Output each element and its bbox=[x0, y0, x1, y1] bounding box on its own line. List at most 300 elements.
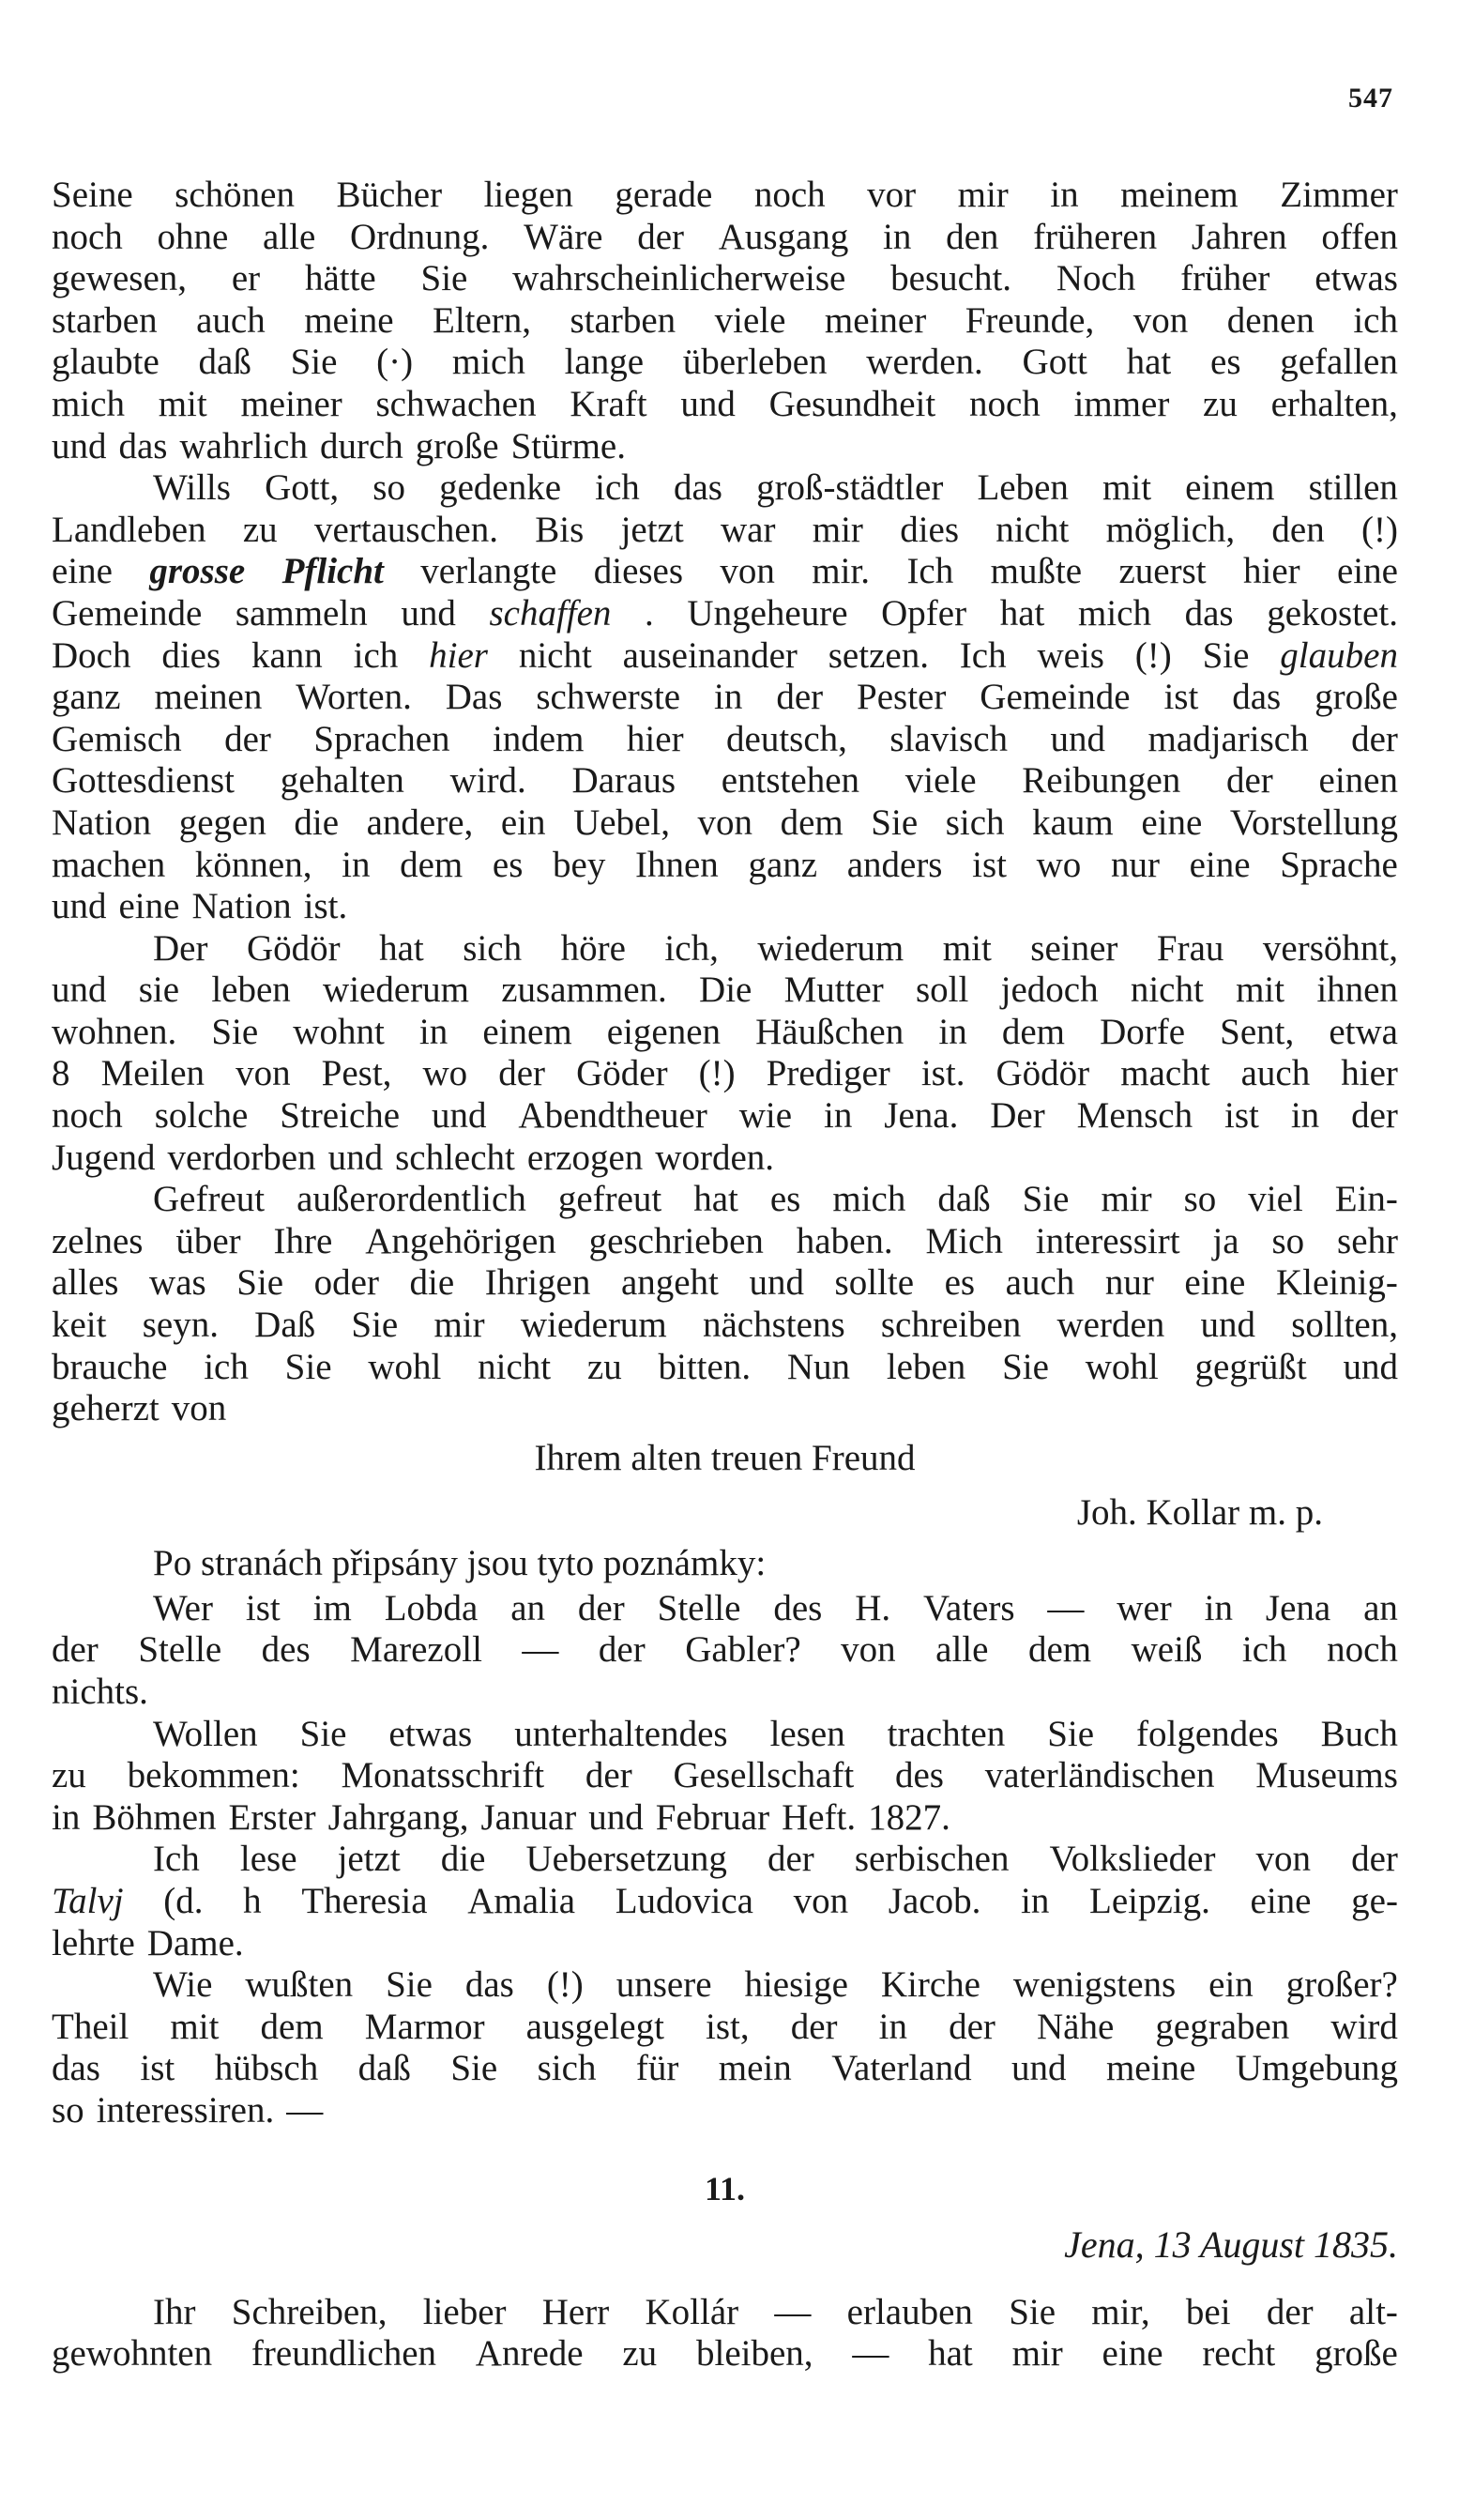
word: wiederum bbox=[520, 1305, 667, 1346]
word: nur bbox=[1104, 1262, 1154, 1304]
text-line bbox=[52, 1672, 1398, 1714]
word: einem bbox=[482, 1011, 572, 1052]
word: mich bbox=[1078, 592, 1151, 634]
word: Mensch bbox=[1076, 1095, 1193, 1137]
text-line bbox=[52, 1179, 1398, 1221]
word: noch bbox=[753, 175, 826, 215]
word: bitten. bbox=[658, 1346, 752, 1387]
word: h bbox=[243, 1880, 262, 1921]
word: Frau bbox=[1156, 927, 1224, 969]
word: mir bbox=[1101, 1179, 1152, 1220]
word: an bbox=[510, 1587, 546, 1628]
word: Amalia bbox=[467, 1880, 576, 1921]
word: und bbox=[52, 886, 107, 927]
next-letter-line bbox=[52, 2333, 1398, 2375]
text-line bbox=[52, 1629, 1398, 1672]
word: in bbox=[714, 677, 743, 718]
word: madjarisch bbox=[1147, 718, 1309, 759]
word: Leben bbox=[977, 467, 1069, 509]
word: lese bbox=[239, 1839, 297, 1880]
text-line bbox=[52, 217, 1398, 259]
word: Sie bbox=[871, 802, 919, 843]
word: offen bbox=[1321, 216, 1398, 257]
word: Wills bbox=[153, 467, 231, 509]
word: Noch bbox=[1056, 258, 1136, 299]
word: dies bbox=[900, 509, 960, 550]
word: slavisch bbox=[889, 718, 1009, 759]
word: angeht bbox=[620, 1262, 719, 1304]
text-line bbox=[52, 1053, 1398, 1095]
word: Nun bbox=[786, 1346, 851, 1387]
word: Theil bbox=[52, 2006, 129, 2047]
word: es bbox=[944, 1262, 976, 1304]
word: mir, bbox=[1091, 2291, 1150, 2332]
word: ich bbox=[1353, 299, 1398, 341]
word: Abendtheuer bbox=[518, 1095, 707, 1137]
word: ist, bbox=[706, 2006, 750, 2047]
word: sich bbox=[463, 927, 523, 969]
word: ist bbox=[972, 844, 1007, 885]
word: zusammen. bbox=[501, 970, 667, 1011]
word: Gödör bbox=[995, 1053, 1090, 1094]
word: jetzt bbox=[620, 509, 684, 550]
word: Ihr bbox=[153, 2291, 196, 2332]
word: Kraft bbox=[570, 383, 647, 424]
word: ich bbox=[353, 634, 399, 676]
word: hübsch bbox=[214, 2048, 319, 2089]
text-line bbox=[52, 384, 1398, 426]
word: interessirt bbox=[1035, 1220, 1180, 1261]
word: machen bbox=[52, 844, 166, 885]
word: jedoch bbox=[1000, 970, 1099, 1011]
word: erzogen bbox=[526, 1137, 644, 1178]
word: viele bbox=[714, 299, 786, 341]
word: weiß bbox=[1131, 1629, 1203, 1671]
word: Kleinig- bbox=[1275, 1262, 1398, 1304]
word: trachten bbox=[887, 1713, 1006, 1754]
text-line bbox=[52, 886, 1398, 928]
word: brauche bbox=[52, 1346, 168, 1387]
word: wo bbox=[422, 1053, 468, 1094]
word: er bbox=[231, 258, 261, 299]
word: verlangte bbox=[420, 551, 557, 592]
word: Gesundheit bbox=[768, 383, 936, 424]
word: indem bbox=[492, 718, 585, 759]
page-number: 547 bbox=[1348, 83, 1393, 114]
word: mit bbox=[158, 383, 207, 424]
word: und bbox=[1343, 1346, 1398, 1387]
word: (·) bbox=[376, 342, 414, 383]
text-line bbox=[52, 1881, 1398, 1923]
word: gegrüßt bbox=[1194, 1346, 1307, 1387]
word: glaubte bbox=[52, 342, 160, 383]
word: Daß bbox=[254, 1305, 316, 1346]
word: das bbox=[118, 425, 168, 466]
word: Uebersetzung bbox=[525, 1839, 727, 1880]
word: schönen bbox=[175, 175, 295, 215]
word: geherzt bbox=[52, 1388, 160, 1429]
word: Sie bbox=[211, 1011, 259, 1052]
word: daß bbox=[198, 342, 251, 383]
word: recht bbox=[1202, 2333, 1276, 2375]
word: zelnes bbox=[52, 1220, 144, 1261]
word: der bbox=[224, 718, 271, 759]
word: Prediger bbox=[766, 1053, 890, 1094]
word: entstehen bbox=[721, 760, 860, 802]
word: die bbox=[294, 802, 340, 843]
word: ausgelegt bbox=[525, 2006, 664, 2047]
word: ein bbox=[500, 802, 546, 843]
word: wenigstens bbox=[1012, 1964, 1177, 2006]
word: oder bbox=[313, 1262, 379, 1304]
word: Gott, bbox=[265, 467, 340, 509]
word: liegen bbox=[483, 175, 573, 215]
word: Sie bbox=[386, 1964, 433, 2006]
word: alle bbox=[935, 1629, 989, 1671]
word: Uebel, bbox=[573, 802, 670, 843]
word: in bbox=[1290, 1095, 1320, 1137]
word: gegraben bbox=[1155, 2006, 1290, 2047]
word: sie bbox=[138, 970, 180, 1011]
word: Monatsschrift bbox=[341, 1755, 545, 1796]
word: gerade bbox=[615, 175, 713, 215]
word: wiederum bbox=[323, 970, 469, 1011]
word: Sie bbox=[420, 258, 468, 299]
word: mit bbox=[942, 927, 992, 969]
word: bekommen: bbox=[127, 1755, 300, 1796]
text-line bbox=[52, 467, 1398, 510]
word: Marmor bbox=[364, 2006, 485, 2047]
word: Gemeinde bbox=[52, 592, 203, 634]
word: freundlichen bbox=[251, 2333, 436, 2375]
word: interessiren. bbox=[96, 2089, 275, 2131]
word: etwas bbox=[388, 1713, 473, 1754]
word: kaum bbox=[1032, 802, 1114, 843]
word: ist bbox=[245, 1587, 281, 1628]
word: mir bbox=[433, 1305, 485, 1346]
text-line bbox=[52, 175, 1398, 217]
word: es bbox=[769, 1179, 801, 1220]
word: gefallen bbox=[1280, 342, 1398, 383]
word: — bbox=[852, 2333, 889, 2375]
word: Gott bbox=[1022, 342, 1087, 383]
word: meinem bbox=[1120, 175, 1239, 215]
word: wohnen. bbox=[52, 1011, 177, 1052]
word: gewesen, bbox=[52, 258, 188, 299]
word: schreiben bbox=[880, 1305, 1022, 1346]
word: ist. bbox=[920, 1053, 965, 1094]
word: Gefreut bbox=[153, 1179, 266, 1220]
word: alle bbox=[263, 216, 316, 257]
word: hier bbox=[626, 718, 684, 759]
word: Göder bbox=[576, 1053, 668, 1094]
word: hat bbox=[1126, 342, 1172, 383]
word: Jena. bbox=[884, 1095, 959, 1137]
word: Die bbox=[699, 970, 752, 1011]
word: der bbox=[1225, 760, 1273, 802]
word: von bbox=[697, 802, 753, 843]
text-line bbox=[52, 760, 1398, 802]
word: zu bbox=[242, 509, 278, 550]
word: und bbox=[52, 425, 107, 466]
word: über bbox=[175, 1220, 241, 1261]
text-line bbox=[52, 2007, 1398, 2049]
word: mir. bbox=[812, 551, 871, 592]
word: und bbox=[1200, 1305, 1255, 1346]
word: wußten bbox=[245, 1964, 354, 2006]
word: Sprachen bbox=[313, 718, 450, 759]
word: der bbox=[1351, 1095, 1398, 1137]
word: Pflicht bbox=[281, 551, 384, 592]
word: Mich bbox=[925, 1220, 1003, 1261]
word: eine bbox=[1189, 844, 1251, 885]
word: solche bbox=[154, 1095, 249, 1137]
word: wahrscheinlicherweise bbox=[512, 258, 846, 299]
word: 8 bbox=[52, 1053, 70, 1094]
word: früher bbox=[1180, 258, 1270, 299]
word: mir bbox=[1011, 2333, 1063, 2375]
word: glauben bbox=[1280, 634, 1398, 676]
word: meiner bbox=[824, 299, 927, 341]
word: ja bbox=[1212, 1220, 1239, 1261]
word: Ausgang bbox=[718, 216, 849, 257]
text-line bbox=[52, 300, 1398, 343]
text-line bbox=[52, 1221, 1398, 1263]
word: Gottesdienst bbox=[52, 760, 235, 802]
word: bleiben, bbox=[695, 2333, 813, 2375]
word: serbischen bbox=[854, 1839, 1010, 1880]
word: können, bbox=[194, 844, 312, 885]
word: Sie bbox=[1002, 1346, 1049, 1387]
word: des bbox=[261, 1629, 311, 1671]
word: hätte bbox=[304, 258, 376, 299]
word: mußte bbox=[990, 551, 1083, 592]
word: Marezoll bbox=[350, 1629, 482, 1671]
word: Mutter bbox=[783, 970, 884, 1011]
word: der bbox=[637, 216, 684, 257]
word: von bbox=[841, 1629, 896, 1671]
word: wohnt bbox=[293, 1011, 385, 1052]
word: dieses bbox=[593, 551, 684, 592]
word: von bbox=[720, 551, 775, 592]
word: vertauschen. bbox=[313, 509, 498, 550]
word: Stelle bbox=[657, 1587, 741, 1628]
word: großer? bbox=[1285, 1964, 1398, 2006]
word: dem bbox=[780, 802, 843, 843]
word: in bbox=[824, 1095, 853, 1137]
word: möglich, bbox=[1105, 509, 1236, 550]
word: stillen bbox=[1308, 467, 1398, 509]
word: Opfer bbox=[881, 592, 967, 634]
word: große bbox=[1315, 677, 1398, 718]
word: in bbox=[878, 2006, 907, 2047]
word: sehr bbox=[1337, 1220, 1398, 1261]
word: von bbox=[1132, 299, 1189, 341]
word: gekostet. bbox=[1267, 592, 1398, 634]
word: der bbox=[1351, 1839, 1398, 1880]
word: eine bbox=[1184, 1262, 1246, 1304]
word: . bbox=[645, 592, 654, 634]
word: Sie bbox=[1047, 1713, 1095, 1754]
word: so bbox=[372, 467, 405, 509]
word: vor bbox=[867, 175, 917, 215]
word: grosse bbox=[149, 551, 246, 592]
word: und bbox=[749, 1262, 804, 1304]
word: nächstens bbox=[703, 1305, 845, 1346]
word: erhalten, bbox=[1270, 383, 1398, 424]
word: Umgebung bbox=[1235, 2048, 1398, 2089]
text-line bbox=[52, 1095, 1398, 1138]
word: Gemeinde bbox=[980, 677, 1131, 718]
word: der bbox=[1266, 2291, 1314, 2332]
word: zu bbox=[52, 1755, 86, 1796]
word: es bbox=[1210, 342, 1241, 383]
word: meine bbox=[304, 299, 394, 341]
word: Wer bbox=[153, 1587, 213, 1628]
word: eine bbox=[1337, 551, 1398, 592]
letter-number: 11. bbox=[704, 2169, 745, 2207]
text-line bbox=[52, 1797, 1398, 1840]
word: starben bbox=[570, 299, 676, 341]
word: Vaterland bbox=[831, 2048, 972, 2089]
text-line bbox=[52, 845, 1398, 887]
word: bei bbox=[1185, 2291, 1231, 2332]
word: Leipzig. bbox=[1089, 1880, 1210, 1921]
word: (!) bbox=[1361, 509, 1398, 550]
word: schaffen bbox=[489, 592, 612, 634]
text-line bbox=[52, 1714, 1398, 1756]
word: dem bbox=[1001, 1011, 1065, 1052]
word: Vorstellung bbox=[1229, 802, 1398, 843]
word: Ein- bbox=[1334, 1179, 1398, 1220]
word: zuerst bbox=[1118, 551, 1207, 592]
word: Sie bbox=[1202, 634, 1250, 676]
text-line bbox=[52, 928, 1398, 970]
word: und bbox=[327, 1137, 384, 1178]
word: wiederum bbox=[757, 927, 904, 969]
word: anders bbox=[846, 844, 943, 885]
word: auch bbox=[1005, 1262, 1075, 1304]
word: und bbox=[680, 383, 736, 424]
word: einem bbox=[1185, 467, 1275, 509]
text-line bbox=[52, 1347, 1398, 1389]
word: große bbox=[1315, 2333, 1398, 2375]
word: Sprache bbox=[1280, 844, 1398, 885]
word: ohne bbox=[157, 216, 229, 257]
word: deutsch, bbox=[726, 718, 847, 759]
text-line bbox=[52, 510, 1398, 552]
word: von bbox=[171, 1388, 227, 1429]
word: schlecht bbox=[395, 1137, 515, 1178]
word: lange bbox=[564, 342, 645, 383]
word: mir bbox=[812, 509, 863, 550]
word: Gemisch bbox=[52, 718, 182, 759]
word: an bbox=[1363, 1587, 1398, 1628]
word: ganz bbox=[52, 677, 121, 718]
word: die bbox=[440, 1839, 486, 1880]
word: worden. bbox=[655, 1137, 775, 1178]
word: hiesige bbox=[744, 1964, 848, 2006]
word: — bbox=[286, 2089, 324, 2131]
word: hier bbox=[429, 634, 488, 676]
text-line bbox=[52, 1262, 1398, 1305]
word: erlauben bbox=[846, 2291, 973, 2332]
word: dem bbox=[1027, 1629, 1092, 1671]
word: Sie bbox=[284, 1346, 332, 1387]
word: gefreut bbox=[557, 1179, 662, 1220]
word: sich bbox=[945, 802, 1005, 843]
word: Wäre bbox=[524, 216, 603, 257]
word: wird bbox=[1330, 2006, 1398, 2047]
word: ist bbox=[1224, 1095, 1259, 1137]
word: gehalten bbox=[280, 760, 404, 802]
word: und bbox=[52, 970, 107, 1011]
word: Der bbox=[990, 1095, 1045, 1137]
word: ist bbox=[1163, 677, 1199, 718]
word: zu bbox=[1203, 383, 1238, 424]
word: Bücher bbox=[336, 175, 443, 215]
word: Jena bbox=[1265, 1587, 1331, 1628]
word: ich, bbox=[664, 927, 719, 969]
word: eine bbox=[52, 551, 113, 592]
word: war bbox=[720, 509, 776, 550]
text-line bbox=[52, 802, 1398, 845]
word: Ich bbox=[959, 634, 1007, 676]
word: etwa bbox=[1329, 1011, 1398, 1052]
word: von bbox=[236, 1053, 291, 1094]
word: unterhaltendes bbox=[514, 1713, 728, 1754]
word: viel bbox=[1248, 1179, 1303, 1220]
word: leben bbox=[211, 970, 291, 1011]
word: Worten. bbox=[296, 677, 412, 718]
word: kann bbox=[251, 634, 323, 676]
word: gedenke bbox=[439, 467, 562, 509]
closing-salutation: Ihrem alten treuen Freund bbox=[534, 1437, 916, 1478]
word: ich bbox=[595, 467, 640, 509]
word: in bbox=[938, 1011, 967, 1052]
word: Anrede bbox=[475, 2333, 584, 2375]
word: Pest, bbox=[321, 1053, 392, 1094]
word: lehrte bbox=[52, 1922, 135, 1963]
word: und bbox=[1011, 2048, 1067, 2089]
word: starben bbox=[52, 299, 158, 341]
word: ist bbox=[140, 2048, 175, 2089]
word: Sie bbox=[351, 1305, 399, 1346]
word: unsere bbox=[616, 1964, 712, 2006]
text-line bbox=[52, 426, 1398, 468]
word: der bbox=[776, 677, 824, 718]
word: nicht bbox=[995, 509, 1070, 550]
word: geschrieben bbox=[588, 1220, 764, 1261]
word: denen bbox=[1226, 299, 1315, 341]
word: 1827. bbox=[868, 1796, 950, 1838]
text-line bbox=[52, 1839, 1398, 1881]
word: in bbox=[1050, 175, 1079, 215]
text-line bbox=[52, 1388, 1398, 1430]
word: außerordentlich bbox=[296, 1179, 526, 1220]
word: wie bbox=[738, 1095, 793, 1137]
word: nichts. bbox=[52, 1672, 148, 1712]
word: jetzt bbox=[337, 1839, 401, 1880]
word: und bbox=[401, 592, 456, 634]
word: Böhmen bbox=[92, 1796, 217, 1838]
text-line bbox=[52, 1012, 1398, 1054]
word: schwachen bbox=[375, 383, 537, 424]
word: das bbox=[1232, 677, 1282, 718]
word: Jugend bbox=[52, 1137, 156, 1178]
word: werden bbox=[1056, 1305, 1165, 1346]
word: hat bbox=[693, 1179, 738, 1220]
